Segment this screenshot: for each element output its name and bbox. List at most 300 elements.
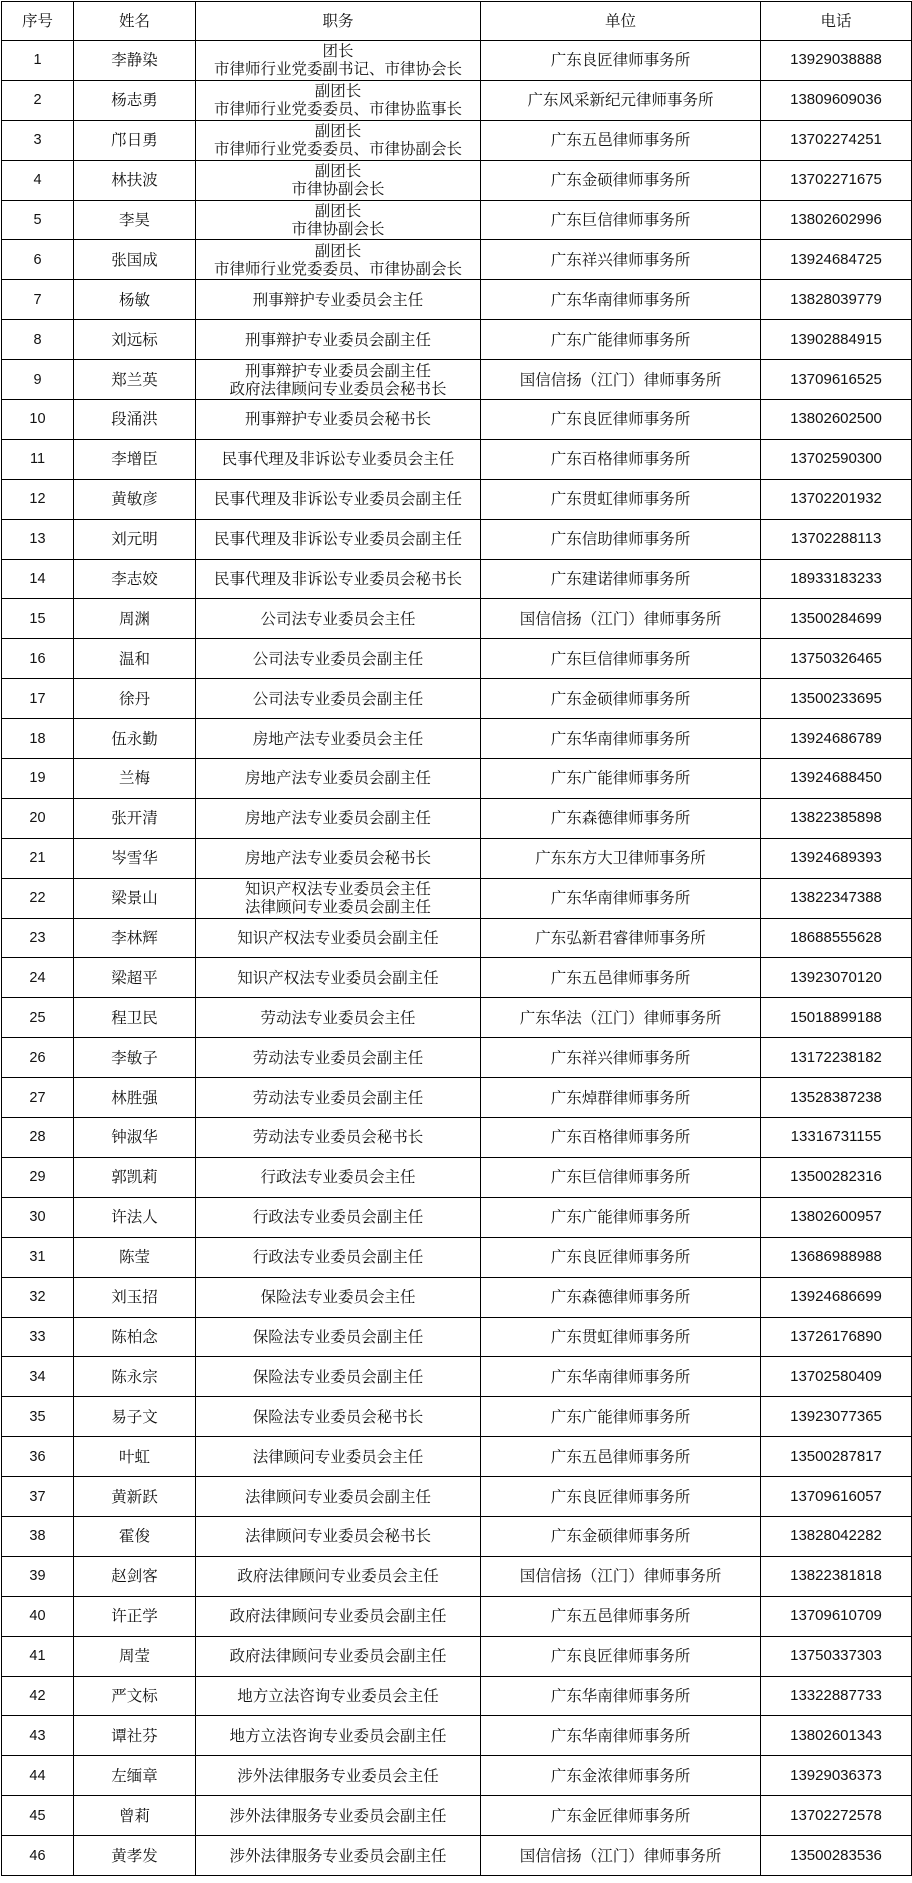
row-phone: 13822347388 <box>761 878 912 918</box>
position-line: 法律顾问专业委员会主任 <box>252 1447 424 1466</box>
row-phone: 15018899188 <box>761 998 912 1038</box>
table-row <box>2 679 912 719</box>
row-number: 27 <box>2 1078 74 1118</box>
row-name: 周莹 <box>74 1636 196 1676</box>
position-line: 法律顾问专业委员会秘书长 <box>244 1527 431 1546</box>
table-row <box>2 160 912 200</box>
table-row <box>2 1676 912 1716</box>
row-unit: 广东华法（江门）律师事务所 <box>481 998 761 1038</box>
row-name: 邝日勇 <box>74 120 196 160</box>
row-phone: 13924688450 <box>761 759 912 799</box>
row-position <box>196 1676 481 1716</box>
row-unit: 广东森德律师事务所 <box>481 1277 761 1317</box>
row-unit: 广东信助律师事务所 <box>481 519 761 559</box>
row-unit: 广东金硕律师事务所 <box>481 1516 761 1556</box>
position-line: 地方立法咨询专业委员会副主任 <box>229 1726 447 1745</box>
row-phone: 13924689393 <box>761 838 912 878</box>
position-line: 政府法律顾问专业委员会副主任 <box>229 1647 447 1666</box>
row-number: 16 <box>2 639 74 679</box>
row-number: 5 <box>2 200 74 240</box>
row-number: 19 <box>2 759 74 799</box>
row-phone: 13709616057 <box>761 1477 912 1517</box>
row-number: 42 <box>2 1676 74 1716</box>
row-number: 9 <box>2 360 74 400</box>
table-row <box>2 80 912 120</box>
row-phone: 13802602996 <box>761 200 912 240</box>
position-line: 副团长 <box>314 82 362 101</box>
row-unit: 广东弘新君睿律师事务所 <box>481 918 761 958</box>
row-phone: 18688555628 <box>761 918 912 958</box>
row-phone: 13750337303 <box>761 1636 912 1676</box>
row-position <box>196 1516 481 1556</box>
row-phone: 13172238182 <box>761 1038 912 1078</box>
table-row <box>2 838 912 878</box>
row-unit: 广东金匠律师事务所 <box>481 1796 761 1836</box>
row-phone: 13828039779 <box>761 280 912 320</box>
position-line: 政府法律顾问专业委员会主任 <box>237 1567 439 1586</box>
row-unit: 国信信扬（江门）律师事务所 <box>481 360 761 400</box>
header-position: 职务 <box>196 2 481 41</box>
position-line: 政府法律顾问专业委员会副主任 <box>229 1607 447 1626</box>
table-row <box>2 759 912 799</box>
row-name: 李林辉 <box>74 918 196 958</box>
row-number: 15 <box>2 599 74 639</box>
table-row <box>2 559 912 599</box>
row-position <box>196 838 481 878</box>
row-number: 20 <box>2 798 74 838</box>
header-no: 序号 <box>2 2 74 41</box>
row-name: 李志姣 <box>74 559 196 599</box>
row-number: 6 <box>2 240 74 280</box>
row-position <box>196 120 481 160</box>
row-phone: 13686988988 <box>761 1237 912 1277</box>
row-number: 38 <box>2 1516 74 1556</box>
row-unit: 广东良匠律师事务所 <box>481 1636 761 1676</box>
row-number: 29 <box>2 1157 74 1197</box>
row-position <box>196 1716 481 1756</box>
row-phone: 13702580409 <box>761 1357 912 1397</box>
table-row <box>2 240 912 280</box>
row-name: 黄新跃 <box>74 1477 196 1517</box>
row-number: 36 <box>2 1437 74 1477</box>
row-name: 周渊 <box>74 599 196 639</box>
position-line: 保险法专业委员会副主任 <box>252 1367 424 1386</box>
row-position <box>196 719 481 759</box>
row-position <box>196 1397 481 1437</box>
table-row <box>2 1556 912 1596</box>
row-position <box>196 958 481 998</box>
table-row <box>2 1836 912 1876</box>
table-row <box>2 1118 912 1158</box>
row-phone: 13709616525 <box>761 360 912 400</box>
row-position <box>196 80 481 120</box>
position-line: 涉外法律服务专业委员会副主任 <box>229 1806 447 1825</box>
row-position <box>196 280 481 320</box>
table-row <box>2 1596 912 1636</box>
position-line: 法律顾问专业委员会副主任 <box>244 1487 431 1506</box>
row-position <box>196 1556 481 1596</box>
row-phone: 13750326465 <box>761 639 912 679</box>
row-number: 22 <box>2 878 74 918</box>
position-line: 市律师行业党委委员、市律协副会长 <box>213 259 462 278</box>
row-position <box>196 679 481 719</box>
row-phone: 13902884915 <box>761 320 912 360</box>
row-name: 张国成 <box>74 240 196 280</box>
row-name: 林胜强 <box>74 1078 196 1118</box>
row-position <box>196 240 481 280</box>
position-line: 行政法专业委员会副主任 <box>252 1248 424 1267</box>
row-unit: 广东良匠律师事务所 <box>481 1477 761 1517</box>
row-unit: 广东华南律师事务所 <box>481 719 761 759</box>
row-number: 25 <box>2 998 74 1038</box>
row-name: 李敏子 <box>74 1038 196 1078</box>
row-number: 31 <box>2 1237 74 1277</box>
row-unit: 广东良匠律师事务所 <box>481 400 761 440</box>
row-position <box>196 360 481 400</box>
row-position <box>196 1636 481 1676</box>
position-line: 房地产法专业委员会秘书长 <box>244 849 431 868</box>
position-line: 民事代理及非诉讼专业委员会主任 <box>221 450 455 469</box>
position-line: 涉外法律服务专业委员会主任 <box>237 1766 439 1785</box>
row-phone: 13702201932 <box>761 479 912 519</box>
row-position <box>196 639 481 679</box>
row-position <box>196 918 481 958</box>
row-phone: 13924686789 <box>761 719 912 759</box>
row-number: 35 <box>2 1397 74 1437</box>
position-line: 公司法专业委员会副主任 <box>252 649 424 668</box>
row-name: 许正学 <box>74 1596 196 1636</box>
row-number: 34 <box>2 1357 74 1397</box>
row-number: 39 <box>2 1556 74 1596</box>
row-phone: 13702590300 <box>761 439 912 479</box>
row-name: 兰梅 <box>74 759 196 799</box>
row-name: 梁超平 <box>74 958 196 998</box>
table-row <box>2 599 912 639</box>
row-position <box>196 439 481 479</box>
row-unit: 广东广能律师事务所 <box>481 759 761 799</box>
row-position <box>196 1756 481 1796</box>
row-unit: 广东风采新纪元律师事务所 <box>481 80 761 120</box>
row-name: 张开清 <box>74 798 196 838</box>
position-line: 民事代理及非诉讼专业委员会副主任 <box>213 530 462 549</box>
table-row <box>2 200 912 240</box>
row-unit: 广东巨信律师事务所 <box>481 1157 761 1197</box>
position-line: 副团长 <box>314 122 362 141</box>
table-row <box>2 878 912 918</box>
row-phone: 13924684725 <box>761 240 912 280</box>
row-number: 7 <box>2 280 74 320</box>
row-name: 霍俊 <box>74 1516 196 1556</box>
position-line: 保险法专业委员会秘书长 <box>252 1407 424 1426</box>
position-line: 劳动法专业委员会主任 <box>260 1008 416 1027</box>
row-position <box>196 1118 481 1158</box>
row-position <box>196 41 481 81</box>
row-number: 41 <box>2 1636 74 1676</box>
row-name: 程卫民 <box>74 998 196 1038</box>
row-phone: 13929036373 <box>761 1756 912 1796</box>
header-unit: 单位 <box>481 2 761 41</box>
row-unit: 广东华南律师事务所 <box>481 1716 761 1756</box>
row-name: 刘远标 <box>74 320 196 360</box>
position-line: 知识产权法专业委员会副主任 <box>237 968 439 987</box>
position-line: 副团长 <box>314 241 362 260</box>
row-phone: 13923077365 <box>761 1397 912 1437</box>
row-name: 李昊 <box>74 200 196 240</box>
row-unit: 广东五邑律师事务所 <box>481 1596 761 1636</box>
row-unit: 广东金浓律师事务所 <box>481 1756 761 1796</box>
row-position <box>196 200 481 240</box>
row-phone: 13726176890 <box>761 1317 912 1357</box>
row-position <box>196 1038 481 1078</box>
row-number: 24 <box>2 958 74 998</box>
table-row <box>2 360 912 400</box>
row-number: 18 <box>2 719 74 759</box>
row-position <box>196 1477 481 1517</box>
header-phone: 电话 <box>761 2 912 41</box>
row-phone: 18933183233 <box>761 559 912 599</box>
table-row <box>2 400 912 440</box>
row-number: 45 <box>2 1796 74 1836</box>
position-line: 刑事辩护专业委员会副主任 <box>244 330 431 349</box>
row-name: 段涌洪 <box>74 400 196 440</box>
row-number: 11 <box>2 439 74 479</box>
position-line: 房地产法专业委员会主任 <box>252 729 424 748</box>
row-unit: 广东祥兴律师事务所 <box>481 1038 761 1078</box>
row-number: 10 <box>2 400 74 440</box>
position-line: 保险法专业委员会主任 <box>260 1288 416 1307</box>
row-unit: 广东广能律师事务所 <box>481 1197 761 1237</box>
row-position <box>196 400 481 440</box>
row-number: 28 <box>2 1118 74 1158</box>
row-unit: 广东百格律师事务所 <box>481 1118 761 1158</box>
row-unit: 广东广能律师事务所 <box>481 320 761 360</box>
row-phone: 13322887733 <box>761 1676 912 1716</box>
row-phone: 13702271675 <box>761 160 912 200</box>
position-line: 法律顾问专业委员会副主任 <box>244 898 431 917</box>
row-position <box>196 1357 481 1397</box>
row-position <box>196 1277 481 1317</box>
row-name: 梁景山 <box>74 878 196 918</box>
row-position <box>196 1836 481 1876</box>
row-position <box>196 878 481 918</box>
row-name: 李静染 <box>74 41 196 81</box>
row-unit: 广东祥兴律师事务所 <box>481 240 761 280</box>
row-name: 岑雪华 <box>74 838 196 878</box>
row-phone: 13702288113 <box>761 519 912 559</box>
row-position <box>196 798 481 838</box>
row-phone: 13709610709 <box>761 1596 912 1636</box>
row-phone: 13828042282 <box>761 1516 912 1556</box>
header-row <box>2 2 912 41</box>
row-unit: 广东良匠律师事务所 <box>481 1237 761 1277</box>
row-unit: 广东金硕律师事务所 <box>481 160 761 200</box>
row-name: 黄孝发 <box>74 1836 196 1876</box>
row-name: 刘玉招 <box>74 1277 196 1317</box>
row-unit: 国信信扬（江门）律师事务所 <box>481 1836 761 1876</box>
position-line: 政府法律顾问专业委员会秘书长 <box>229 379 447 398</box>
table-row <box>2 918 912 958</box>
position-line: 房地产法专业委员会副主任 <box>244 809 431 828</box>
row-unit: 广东华南律师事务所 <box>481 1676 761 1716</box>
table-row <box>2 1357 912 1397</box>
row-name: 杨敏 <box>74 280 196 320</box>
row-phone: 13822381818 <box>761 1556 912 1596</box>
position-line: 保险法专业委员会副主任 <box>252 1327 424 1346</box>
row-name: 郑兰英 <box>74 360 196 400</box>
table-row <box>2 1038 912 1078</box>
position-line: 劳动法专业委员会副主任 <box>252 1088 424 1107</box>
row-name: 陈柏念 <box>74 1317 196 1357</box>
row-unit: 广东五邑律师事务所 <box>481 958 761 998</box>
position-line: 市律协副会长 <box>291 180 385 199</box>
table-row <box>2 1796 912 1836</box>
row-unit: 广东东方大卫律师事务所 <box>481 838 761 878</box>
row-number: 26 <box>2 1038 74 1078</box>
row-position <box>196 1197 481 1237</box>
table-row <box>2 1636 912 1676</box>
position-line: 副团长 <box>314 202 362 220</box>
row-number: 21 <box>2 838 74 878</box>
position-line: 劳动法专业委员会秘书长 <box>252 1128 424 1147</box>
row-unit: 广东五邑律师事务所 <box>481 120 761 160</box>
row-name: 易子文 <box>74 1397 196 1437</box>
row-unit: 广东百格律师事务所 <box>481 439 761 479</box>
row-unit: 广东森德律师事务所 <box>481 798 761 838</box>
row-unit: 广东巨信律师事务所 <box>481 200 761 240</box>
row-phone: 13316731155 <box>761 1118 912 1158</box>
position-line: 刑事辩护专业委员会秘书长 <box>244 410 431 429</box>
row-phone: 13923070120 <box>761 958 912 998</box>
table-row <box>2 1277 912 1317</box>
table-row <box>2 41 912 81</box>
position-line: 副团长 <box>314 162 362 181</box>
table-row <box>2 1477 912 1517</box>
row-position <box>196 1237 481 1277</box>
position-line: 地方立法咨询专业委员会主任 <box>237 1686 439 1705</box>
row-phone: 13500284699 <box>761 599 912 639</box>
row-unit: 国信信扬（江门）律师事务所 <box>481 1556 761 1596</box>
row-name: 陈永宗 <box>74 1357 196 1397</box>
row-unit: 广东金硕律师事务所 <box>481 679 761 719</box>
row-number: 4 <box>2 160 74 200</box>
header-name: 姓名 <box>74 2 196 41</box>
position-line: 行政法专业委员会主任 <box>260 1168 416 1187</box>
row-unit: 广东贯虹律师事务所 <box>481 1317 761 1357</box>
position-line: 行政法专业委员会副主任 <box>252 1208 424 1227</box>
row-phone: 13702272578 <box>761 1796 912 1836</box>
row-position <box>196 1437 481 1477</box>
row-position <box>196 998 481 1038</box>
row-name: 郭凯莉 <box>74 1157 196 1197</box>
position-line: 刑事辩护专业委员会主任 <box>252 290 424 309</box>
position-line: 知识产权法专业委员会副主任 <box>237 929 439 948</box>
table-row <box>2 1397 912 1437</box>
row-unit: 广东良匠律师事务所 <box>481 41 761 81</box>
position-line: 涉外法律服务专业委员会副主任 <box>229 1846 447 1865</box>
row-unit: 广东华南律师事务所 <box>481 1357 761 1397</box>
row-phone: 13924686699 <box>761 1277 912 1317</box>
row-number: 2 <box>2 80 74 120</box>
row-name: 刘元明 <box>74 519 196 559</box>
table-row <box>2 719 912 759</box>
row-name: 严文标 <box>74 1676 196 1716</box>
row-position <box>196 559 481 599</box>
row-unit: 广东华南律师事务所 <box>481 878 761 918</box>
row-name: 伍永勤 <box>74 719 196 759</box>
row-position <box>196 1596 481 1636</box>
position-line: 刑事辩护专业委员会副主任 <box>244 361 431 380</box>
table-row <box>2 1078 912 1118</box>
row-phone: 13822385898 <box>761 798 912 838</box>
row-unit: 广东巨信律师事务所 <box>481 639 761 679</box>
row-number: 1 <box>2 41 74 81</box>
row-unit: 广东贯虹律师事务所 <box>481 479 761 519</box>
table-row <box>2 639 912 679</box>
table-row <box>2 1716 912 1756</box>
row-position <box>196 1317 481 1357</box>
table-row <box>2 479 912 519</box>
row-name: 叶虹 <box>74 1437 196 1477</box>
row-phone: 13500287817 <box>761 1437 912 1477</box>
table-row <box>2 958 912 998</box>
row-unit: 广东华南律师事务所 <box>481 280 761 320</box>
row-number: 30 <box>2 1197 74 1237</box>
table-header <box>2 2 912 41</box>
row-number: 13 <box>2 519 74 559</box>
position-line: 民事代理及非诉讼专业委员会秘书长 <box>213 570 462 589</box>
position-line: 公司法专业委员会副主任 <box>252 689 424 708</box>
row-name: 曾莉 <box>74 1796 196 1836</box>
row-name: 林扶波 <box>74 160 196 200</box>
row-number: 37 <box>2 1477 74 1517</box>
row-number: 17 <box>2 679 74 719</box>
row-name: 徐丹 <box>74 679 196 719</box>
table-row <box>2 1437 912 1477</box>
table-row <box>2 1516 912 1556</box>
position-line: 市律协副会长 <box>291 220 385 238</box>
row-name: 温和 <box>74 639 196 679</box>
row-number: 44 <box>2 1756 74 1796</box>
table-row <box>2 1197 912 1237</box>
row-phone: 13702274251 <box>761 120 912 160</box>
table-row <box>2 798 912 838</box>
row-unit: 广东焯群律师事务所 <box>481 1078 761 1118</box>
position-line: 劳动法专业委员会副主任 <box>252 1048 424 1067</box>
row-position <box>196 1078 481 1118</box>
row-name: 李增臣 <box>74 439 196 479</box>
row-number: 40 <box>2 1596 74 1636</box>
row-position <box>196 599 481 639</box>
table-row <box>2 120 912 160</box>
row-position <box>196 1796 481 1836</box>
row-phone: 13802602500 <box>761 400 912 440</box>
row-number: 46 <box>2 1836 74 1876</box>
position-line: 市律师行业党委副书记、市律协会长 <box>213 60 462 79</box>
row-name: 钟淑华 <box>74 1118 196 1158</box>
row-name: 左缅章 <box>74 1756 196 1796</box>
row-unit: 广东建诺律师事务所 <box>481 559 761 599</box>
row-phone: 13802600957 <box>761 1197 912 1237</box>
table-row <box>2 439 912 479</box>
row-number: 32 <box>2 1277 74 1317</box>
table-row <box>2 1237 912 1277</box>
row-position <box>196 320 481 360</box>
row-number: 3 <box>2 120 74 160</box>
table-row <box>2 280 912 320</box>
row-name: 杨志勇 <box>74 80 196 120</box>
row-number: 14 <box>2 559 74 599</box>
row-name: 赵剑客 <box>74 1556 196 1596</box>
